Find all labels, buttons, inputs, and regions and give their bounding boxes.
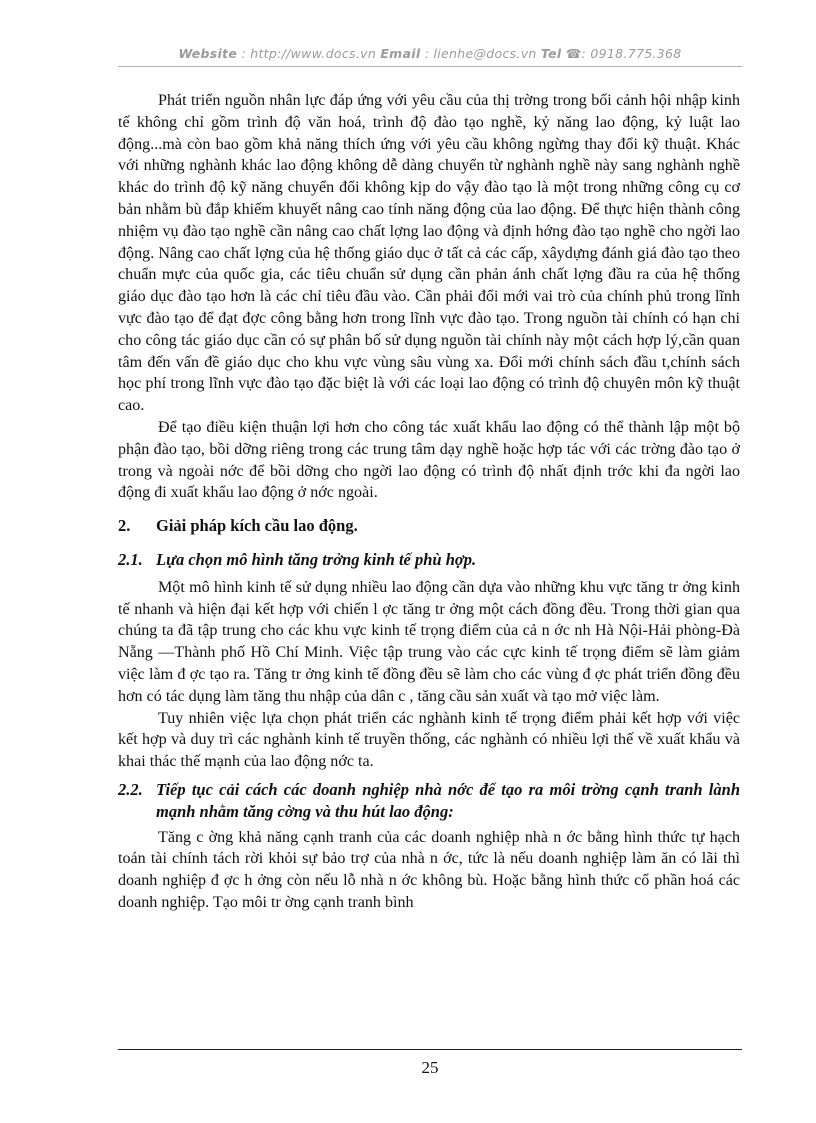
- page-header: [118, 46, 742, 61]
- subsection-number: 2.1.: [118, 549, 143, 569]
- subsection-number: 2.2.: [118, 779, 143, 799]
- subsection-title: Lựa chọn mô hình tăng trởng kinh tế phù hợp.: [156, 549, 477, 569]
- paragraph: Phát triển nguồn nhân lực đáp ứng với yêu cầu của thị trờng trong bối cảnh hội nhập kinh tế không chỉ gồm trình độ văn hoá, trình độ đào tạo nghề, kỷ năng lao động, kỷ luật lao động...mà còn bao gồm khả năng thích ứng với yêu cầu không ngừng thay đổi kỹ thuật. Khác với những nghành khác lao động không dễ dàng chuyển từ nghành nghề này sang nghành nghề khác do trình độ kỹ năng chuyển đổi không kịp do vậy đào tạo là một trong những công cụ cơ bản nhằm bù đắp khiếm khuyết nâng cao tính năng động của lao động. Để thực hiện thành công nhiệm vụ đào tạo nghề cần nâng cao chất lợng lao động và định hớng đào tạo nghề cho ngời lao động. Nâng cao chất lợng của hệ thống giáo dục ở tất cả các cấp, xâydựng đánh giá đào tạo theo chuẩn mực của quốc gia, các tiêu chuẩn sử dụng cần phản ánh chất lợng đầu ra của hệ thống giáo dục đào tạo hơn là các chỉ tiêu đầu vào. Cần phải đổi mới vai trò của chính phủ trong lĩnh vực đào tạo để đạt đợc công bằng hơn trong lĩnh vực đào tạo. Trong nguồn tài chính có hạn chi cho công tác giáo dục cần có sự phân bố sử dụng nguồn tài chính này một cách hợp lý,cần quan tâm đến vấn đề giáo dục cho khu vực vùng sâu vùng xa. Đổi mới chính sách đầu t,chính sách học phí trong lĩnh vực đào tạo đặc biệt là với các loại lao động có trình độ chuyên môn kỹ thuật cao.: [118, 92, 740, 415]
- section-number: 2.: [118, 516, 131, 536]
- subsection-title: Tiếp tục cải cách các doanh nghiệp nhà nớc để tạo ra môi trờng cạnh tranh lành mạnh nhằm tăng cờng và thu hút lao động:: [156, 779, 740, 821]
- tel-label: Tel: [540, 46, 562, 61]
- paragraph: Tuy nhiên việc lựa chọn phát triển các nghành kinh tế trọng điểm phải kết hợp với việc kết hợp và duy trì các nghành kinh tế truyền thống, các nghành có nhiều lợi thế về xuất khẩu và khai thác thế mạnh của lao động nớc ta.: [118, 709, 740, 771]
- paragraph: Để tạo điều kiện thuận lợi hơn cho công tác xuất khẩu lao động có thể thành lập một bộ phận đào tạo, bồi dỡng riêng trong các trung tâm dạy nghề hoặc hợp tác với các trờng đào tạo ở trong và ngoài nớc để bồi dỡng cho ngời lao động có trình độ nhất định trớc khi đa ngời lao động đi xuất khẩu lao động ở nớc ngoài.: [118, 418, 740, 502]
- email-label: Email: [380, 46, 421, 61]
- section-title: Giải pháp kích cầu lao động.: [156, 516, 358, 536]
- paragraph: Một mô hình kinh tế sử dụng nhiều lao động cần dựa vào những khu vực tăng tr ởng kinh tế nhanh và hiện đại kết hợp với chiến l ợc tăng tr ởng một cách đồng đều. Trong thời gian qua chúng ta đã tập trung cho các khu vực kinh tế trọng điểm của cả n ớc nh Hà Nội-Hải phòng-Đà Nẵng —Thành phố Hồ Chí Minh. Việc tập trung vào các cực kinh tế trọng điểm sẽ làm giảm việc làm đ ợc tạo ra. Tăng tr ởng kinh tế đồng đều sẽ làm cho các vùng đ ợc phát triển đồng đều hơn có tác dụng làm tăng thu nhập của dân c , tăng cầu sản xuất và tạo mở việc làm.: [118, 578, 740, 705]
- tel-value: ☎: 0918.775.368: [565, 46, 682, 61]
- section-heading-2: [118, 515, 740, 537]
- paragraph: Tăng c ờng khả năng cạnh tranh của các doanh nghiệp nhà n ớc bằng hình thức tự hạch toán tài chính tách rời khỏi sự bảo trợ của nhà n ớc, tức là nếu doanh nghiệp làm ăn có lãi thì doanh nghiệp đ ợc h ởng còn nếu lỗ nhà n ớc không bù. Hoặc bằng hình thức cổ phần hoá các doanh nghiệp. Tạo môi tr ờng cạnh tranh bình: [118, 828, 740, 911]
- email-value: : lienhe@docs.vn: [424, 46, 537, 61]
- website-url: : http://www.docs.vn: [241, 46, 377, 61]
- footer-divider: [118, 1049, 742, 1050]
- subsection-heading-2-1: [118, 549, 740, 571]
- document-body: [118, 90, 740, 914]
- website-label: Website: [178, 46, 238, 61]
- header-divider: [118, 66, 742, 67]
- page-number: 25: [421, 1058, 439, 1077]
- subsection-heading-2-2: [118, 779, 740, 823]
